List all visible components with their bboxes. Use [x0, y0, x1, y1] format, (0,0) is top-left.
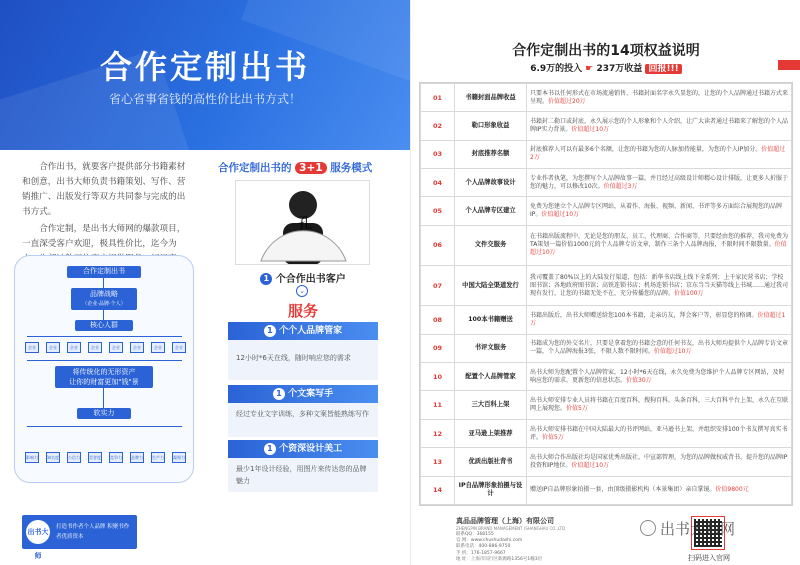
- investment-text: 6.9万的投入: [530, 64, 583, 74]
- service-card-number: 1: [264, 443, 276, 455]
- row-value: 价值超过2万: [530, 146, 786, 162]
- client-count-label: 个合作出书客户: [275, 274, 346, 285]
- watermark: [640, 518, 800, 539]
- row-value: 价值超过1万: [530, 312, 786, 328]
- contact-line: 联系QQ：368155: [456, 532, 494, 537]
- row-name: 书评文服务: [455, 334, 527, 362]
- service-card-number: 1: [273, 388, 285, 400]
- flow-leaf: 企业: [46, 342, 60, 353]
- row-desc-text: 专业作者执笔，为您撰写个人品牌故事一篇，并且经过高级设计师精心设计排版，让更多人折服于您的魅力，可以修改10次。: [530, 174, 789, 190]
- return-text: 237万收益: [596, 64, 643, 74]
- table-row: [421, 448, 792, 476]
- consultant-photo: [235, 180, 370, 265]
- company-name-en: ZHENGPIN BRAND MANAGEMENT (SHANGHAI) CO.,LTD: [456, 526, 566, 531]
- service-card-desc: 经过专业文字训练，多种文案皆能熟练写作: [228, 403, 378, 437]
- service-card-label: 个文案写手: [288, 389, 334, 399]
- table-row: [421, 476, 792, 504]
- corner-accent: [778, 60, 800, 70]
- table-row: [421, 363, 792, 391]
- row-number: 07: [421, 266, 455, 306]
- logo-icon: 出书大师: [26, 520, 50, 544]
- fan-character: 孔: [298, 216, 312, 232]
- service-card-label: 个资深设计美工: [279, 444, 343, 454]
- row-name: 勒口形象收益: [455, 112, 527, 140]
- service-card-title: [228, 385, 378, 403]
- benefits-subtitle: [411, 61, 800, 74]
- brand-flow-diagram: [14, 255, 194, 483]
- banner-title: 合作定制出书: [99, 48, 310, 86]
- table-row: [421, 419, 792, 447]
- logo-block: [22, 515, 137, 560]
- row-name: 中国大陆全渠道发行: [455, 266, 527, 306]
- row-number: 12: [421, 419, 455, 447]
- table-row: [421, 169, 792, 197]
- row-desc-text: 书籍成为您的外交名片，只要是拿着您的书籍会意的任何书友，出书大师均提供个人品牌专访文章一篇，个人品牌海报3张，不限人数不限时间。: [530, 340, 789, 356]
- contact-info: [456, 532, 656, 563]
- service-card-title: [228, 322, 378, 340]
- flow-connector: [27, 336, 182, 337]
- flow-leaf: 凝聚力: [172, 452, 186, 463]
- row-value: 价值超过10万: [530, 241, 787, 257]
- flow-leaf: 生产力: [151, 452, 165, 463]
- flow-core: 核心人群: [75, 320, 133, 331]
- contact-line: 地 址：上海市闵行区新源路1356号1幢3层: [456, 556, 543, 562]
- row-value: 价值超过10万: [653, 348, 692, 356]
- row-number: 01: [421, 84, 455, 112]
- row-desc-text: 出书大师安排书籍在中国大陆最大的书评网站，亚马逊书上架，并组织安排100个书友撰写真实书评。: [530, 425, 788, 441]
- flow-leaf: 公信力: [67, 452, 81, 463]
- row-desc: [527, 140, 792, 168]
- row-value: 价值超过10万: [571, 126, 610, 134]
- row-desc: [527, 448, 792, 476]
- flow-connector: [103, 388, 104, 408]
- pointing-hand-icon: ☛: [585, 64, 594, 74]
- row-number: 10: [421, 363, 455, 391]
- table-row: [421, 266, 792, 306]
- flow-leaf: 竞争力: [109, 452, 123, 463]
- arrow-down-icon: ⌄: [296, 285, 308, 297]
- row-desc-text: 只要本书以任何形式在市场流通销售、书籍封面名字永久显您的，让您的个人品牌通过书籍方式来呈现。: [530, 89, 789, 105]
- row-desc: [527, 169, 792, 197]
- service-card-title: [228, 440, 378, 458]
- table-row: [421, 140, 792, 168]
- flow-leaf: 企业: [130, 342, 144, 353]
- row-name: 亚马逊上架推荐: [455, 419, 527, 447]
- flow-strategy: [71, 288, 137, 310]
- row-number: 02: [421, 112, 455, 140]
- row-number: 06: [421, 225, 455, 265]
- row-desc-text: 出书大师安排专业人员将书籍在百度百科，搜狗百科，头条百科，三大百科平台上架，永久在互联网上展现您。: [530, 397, 789, 413]
- service-card-desc: 最少1年设计经验，用图片来传达您的品牌魅力: [228, 458, 378, 492]
- row-value: 价值5万: [542, 433, 564, 441]
- table-row: [421, 84, 792, 112]
- flow-strategy-sub: （企业·品牌·个人）: [82, 301, 126, 307]
- qr-caption: 扫码进入官网: [688, 554, 730, 562]
- row-desc: [527, 306, 792, 334]
- row-name: 个人品牌故事设计: [455, 169, 527, 197]
- row-name: 文件交服务: [455, 225, 527, 265]
- row-number: 03: [421, 140, 455, 168]
- intro-paragraph: 合作定制，是出书大师网的爆款项目，一直深受客户欢迎，极具性价比，迄今为: [22, 224, 186, 249]
- company-name: 真品品牌管理（上海）有限公司: [456, 517, 554, 525]
- row-desc: [527, 476, 792, 504]
- row-desc-text: 出书大师合作出版社均是国家优秀出版社，中宣部管理，为您的品牌做权威背书，提升您的品牌IP投资和IP地位。: [530, 453, 788, 469]
- flow-asset: [55, 366, 153, 388]
- row-desc: [527, 363, 792, 391]
- row-number: 05: [421, 197, 455, 225]
- table-row: [421, 391, 792, 419]
- flow-top: 合作定制出书: [67, 266, 141, 278]
- flow-connector: [27, 426, 182, 427]
- row-value: 价值超过20万: [548, 97, 586, 105]
- flow-leaf: 企业: [67, 342, 81, 353]
- services-heading: 服务: [287, 302, 318, 320]
- service-card: [228, 385, 378, 437]
- flow-connector: [103, 278, 104, 288]
- row-number: 09: [421, 334, 455, 362]
- row-desc-text: 在书籍出版流程中，无论是您的朋友、员工、代理商、合作商等，只要经由您的推荐，我司免费为TA策划一篇价值1000元的个人品牌专访文章，制作三条个人品牌海报，不限时间不限数量。: [530, 233, 789, 249]
- service-card: [228, 322, 378, 380]
- row-name: 书籍封面品牌收益: [455, 84, 527, 112]
- row-name: 优质出版社背书: [455, 448, 527, 476]
- service-card-desc: 12小时*6天在线，随时响应您的需求: [228, 340, 378, 380]
- contact-line: 联系电话：400-886-9750: [456, 544, 511, 550]
- return-badge: 回报!!!: [645, 64, 681, 74]
- banner: [0, 0, 410, 150]
- flow-asset-sub: 让你的财富更加"钱"景: [69, 378, 139, 386]
- row-desc: [527, 84, 792, 112]
- table-row: [421, 334, 792, 362]
- row-name: 封底推荐名额: [455, 140, 527, 168]
- row-desc-text: 封底推荐人可以有最多6个名额，让您的书籍为您的人脉加持能量，为您的个人IP加分。: [530, 146, 762, 154]
- row-desc: [527, 112, 792, 140]
- row-desc: [527, 334, 792, 362]
- row-value: 价值100万: [674, 289, 704, 297]
- table-row: [421, 197, 792, 225]
- flow-leaf: 美誉度: [88, 452, 102, 463]
- contact-line: 官 网：www.chushudashi.com: [456, 538, 523, 544]
- row-value: 价值9800元: [715, 486, 749, 494]
- row-value: 价值超过10万: [541, 211, 580, 219]
- banner-subtitle: 省心省事省钱的高性价比出书方式！: [108, 92, 301, 106]
- row-name: 个人品牌专区建立: [455, 197, 527, 225]
- flow-leaf: 企业: [25, 342, 39, 353]
- row-number: 04: [421, 169, 455, 197]
- table-row: [421, 225, 792, 265]
- benefits-title: 合作定制出书的14项权益说明: [512, 43, 700, 59]
- flow-leaf: 企业: [172, 342, 186, 353]
- flow-leaf: 企业: [88, 342, 102, 353]
- services-title-prefix: 合作定制出书的: [218, 162, 292, 174]
- flow-asset-label: 将传统化的无形资产: [72, 368, 136, 376]
- row-number: 08: [421, 306, 455, 334]
- table-row: [421, 306, 792, 334]
- watermark-text: 出书大师网: [660, 520, 736, 538]
- row-desc-text: 出书大师为您配置个人品牌管家，12小时*6天在线，永久免费为您维护个人品牌专区网站，及时响应您的需求，更新您的信息状态。: [530, 368, 785, 384]
- service-card-number: 1: [264, 325, 276, 337]
- row-value: 价值超过3万: [603, 182, 638, 190]
- row-number: 11: [421, 391, 455, 419]
- flow-leaf: 企业: [109, 342, 123, 353]
- flow-strategy-label: 品牌战略: [90, 290, 118, 298]
- services-title: [218, 160, 372, 175]
- row-desc-text: 书籍封二勒口或封底，永久展示您的个人形象和个人介绍，让广大读者通过书籍来了解您的个人品牌IP实力背景。: [530, 118, 789, 134]
- intro-paragraph: 合作出书，就要客户提供部分书籍素材和创意，出书大师负责书籍策划、写作、营销推广、出版发行等双方共同参与完成的出书方式。: [22, 162, 186, 217]
- row-name: IP自品牌形象拍摄与设计: [455, 476, 527, 504]
- services-title-suffix: 服务模式: [330, 162, 373, 174]
- row-name: 100本书籍赠送: [455, 306, 527, 334]
- row-desc: [527, 197, 792, 225]
- row-desc: [527, 225, 792, 265]
- right-page: [410, 0, 800, 565]
- row-desc: [527, 266, 792, 306]
- row-number: 14: [421, 476, 455, 504]
- row-number: 13: [421, 448, 455, 476]
- table-row: [421, 112, 792, 140]
- row-value: 价值5万: [566, 405, 588, 413]
- row-desc: [527, 391, 792, 419]
- row-name: 配置个人品牌管家: [455, 363, 527, 391]
- benefits-table: [419, 82, 793, 506]
- row-desc: [527, 419, 792, 447]
- row-value: 价值超过10万: [571, 461, 610, 469]
- flow-connector: [103, 310, 104, 320]
- logo-slogan: 打造书作者个人品牌 积聚书作者优质资本: [56, 524, 130, 540]
- contact-line: 手 机：176-1857-9667: [456, 550, 506, 556]
- flow-leaf: 企业: [151, 342, 165, 353]
- service-card: [228, 440, 378, 492]
- row-value: 价值30万: [626, 376, 652, 384]
- client-count: [228, 270, 378, 285]
- client-count-number: 1: [260, 273, 272, 285]
- flow-connector: [27, 360, 182, 361]
- row-desc-text: 书籍出版后，出书大师赠送给您100本书籍，走亲访友，拜会客户等，彰显您的格调。: [530, 312, 758, 320]
- flow-leaf: 知名度: [46, 452, 60, 463]
- flow-soft-power: 软实力: [77, 408, 131, 419]
- row-desc-text: 我司覆盖了80%以上的大陆发行渠道，包括：新华书店线上线下全系列；上千家民营书店；学校图书馆；各地政府图书馆；高铁连锁书店；机场连锁书店；京东当当天猫等线上书城……通过我司现有发行，让您的书籍无处不在，充分传播您的品牌。: [530, 273, 789, 297]
- row-name: 三大百科上架: [455, 391, 527, 419]
- service-card-label: 个个人品牌管家: [279, 326, 343, 336]
- services-title-highlight: 3+1: [295, 162, 326, 174]
- flow-leaf: 品牌力: [130, 452, 144, 463]
- row-desc-text: 赠送IP自品牌形象拍摄一套，由顶级摄影机构（本景集团）亲自掌镜。: [530, 486, 716, 494]
- row-desc-text: 免费为您建立个人品牌专区网站，从着作、海报、视频、新闻、书评等多方面综合展现您的品牌IP。: [530, 203, 783, 219]
- flow-leaf: 影响力: [25, 452, 39, 463]
